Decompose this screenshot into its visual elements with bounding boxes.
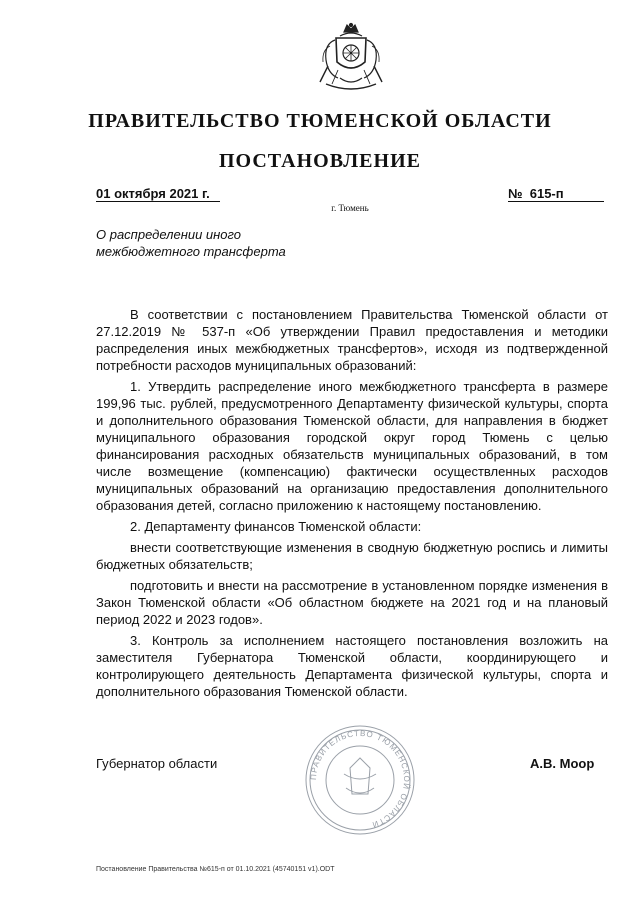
body-paragraph: 3. Контроль за исполнением настоящего постановления возложить на заместителя Губернатора Тюменской области, координирующего и контролирующего деятельность Департамента физической культуры, спорта и дополнительного образования Тюменской области.: [96, 633, 608, 699]
document-date: 01 октября 2021 г.: [96, 186, 220, 202]
government-title: ПРАВИТЕЛЬСТВО ТЮМЕНСКОЙ ОБЛАСТИ: [88, 110, 552, 132]
coat-of-arms-icon: [316, 22, 386, 100]
subject-line: межбюджетного трансферта: [96, 244, 286, 259]
body-paragraph: внести соответствующие изменения в сводную бюджетную роспись и лимиты бюджетных обязательств;: [96, 540, 608, 572]
number-sign: №: [508, 186, 523, 201]
document-footer: Постановление Правительства №615-п от 01.10.2021 (45740151 v1).ODT: [96, 866, 335, 873]
document-number: 615-п: [529, 186, 564, 201]
document-type: ПОСТАНОВЛЕНИЕ: [219, 150, 421, 172]
body-paragraph: В соответствии с постановлением Правительства Тюменской области от 27.12.2019 № 537-п «Об утверждении Правил предоставления и методики распределения иных межбюджетных трансфертов», исходя из подтвержденной потребности расходов муниципальных образований:: [96, 307, 608, 373]
document-subject: [96, 226, 356, 260]
document-number-field: [508, 186, 604, 202]
seal-text: ПРАВИТЕЛЬСТВО ТЮМЕНСКОЙ ОБЛАСТИ: [308, 728, 412, 830]
official-seal-icon: [304, 724, 416, 836]
document-body: [96, 306, 608, 700]
signatory-name: А.В. Моор: [530, 756, 595, 771]
body-paragraph: 2. Департаменту финансов Тюменской области:: [130, 519, 422, 534]
signatory-title: Губернатор области: [96, 756, 218, 771]
body-paragraph: 1. Утвердить распределение иного межбюджетного трансферта в размере 199,96 тыс. рублей, предусмотренного Департаменту физической культуры, спорта и дополнительного образования Тюменской области, для направления в бюджет муниципального образования городской округ город Тюмень с целью финансирования расходных обязательств муниципальных образований, в том числе возмещение (компенсацию) фактически осуществленных расходов муниципальных образований на организацию предоставления дополнительного образования детей, согласно приложению к настоящему постановлению.: [96, 379, 608, 513]
subject-line: О распределении иного: [96, 227, 242, 242]
body-paragraph: подготовить и внести на рассмотрение в установленном порядке изменения в Закон Тюменской области «Об областном бюджете на 2021 год и на плановый период 2022 и 2023 годов».: [96, 578, 608, 627]
document-city: г. Тюмень: [331, 203, 369, 213]
